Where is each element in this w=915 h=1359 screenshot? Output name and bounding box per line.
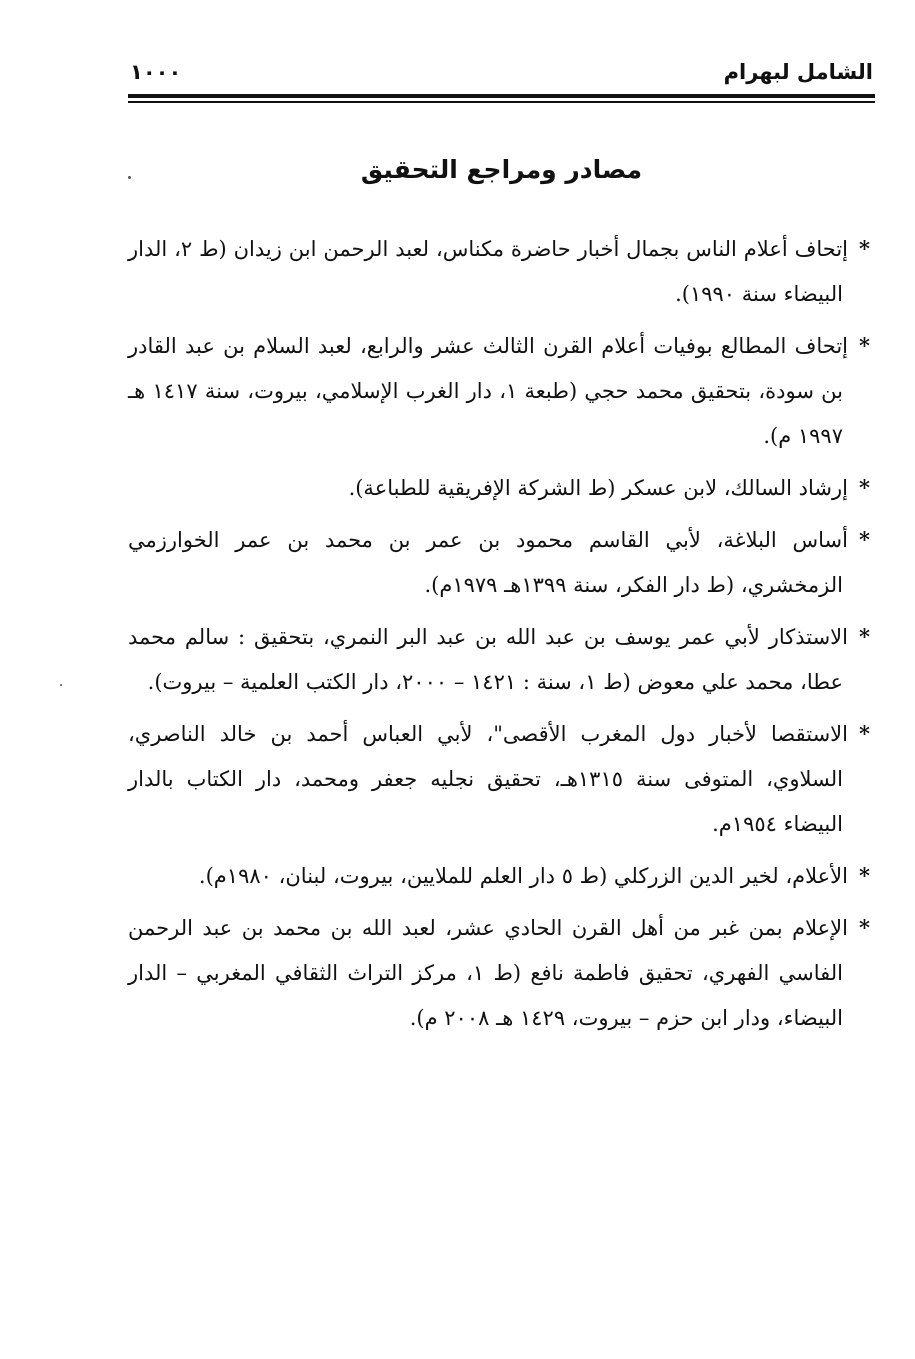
bullet-star-icon: * <box>859 475 870 500</box>
bibliography-entry-text: أساس البلاغة، لأبي القاسم محمود بن عمر بن محمد بن عمر الخوارزمي الزمخشري، (ط دار الفكر، سنة ١٣٩٩هـ ١٩٧٩م). <box>128 528 848 597</box>
bullet-star-icon: * <box>859 333 870 358</box>
page-number: ١٠٠٠ <box>130 60 182 84</box>
bibliography-entry <box>128 905 870 1041</box>
running-header-title: الشامل لبهرام <box>723 60 873 84</box>
bibliography-list <box>128 226 870 1047</box>
section-title: مصادر ومراجع التحقيق <box>360 155 643 184</box>
bibliography-entry-text: الاستقصا لأخبار دول المغرب الأقصى"، لأبي العباس أحمد بن خالد الناصري، السلاوي، المتوفى سنة ١٣١٥هـ، تحقيق نجليه جعفر ومحمد، دار الكتاب بالدار البيضاء ١٩٥٤م. <box>128 722 848 836</box>
bullet-star-icon: * <box>859 527 870 552</box>
bibliography-entry-text: الأعلام، لخير الدين الزركلي (ط ٥ دار العلم للملايين، بيروت، لبنان، ١٩٨٠م). <box>198 864 848 888</box>
bibliography-entry-text: إرشاد السالك، لابن عسكر (ط الشركة الإفريقية للطباعة). <box>348 476 848 500</box>
bullet-star-icon: * <box>859 915 870 940</box>
bibliography-entry <box>128 853 870 899</box>
scan-speck <box>128 176 131 179</box>
bibliography-entry <box>128 226 870 317</box>
bibliography-entry-text: إتحاف أعلام الناس بجمال أخبار حاضرة مكناس، لعبد الرحمن ابن زيدان (ط ٢، الدار البيضاء سنة ١٩٩٠). <box>128 237 848 306</box>
header-rule-thin <box>128 101 875 103</box>
bibliography-entry <box>128 323 870 459</box>
scan-speck <box>60 684 62 686</box>
bibliography-entry <box>128 465 870 511</box>
bibliography-entry <box>128 517 870 608</box>
header-rule-thick <box>128 94 875 98</box>
bibliography-entry-text: الاستذكار لأبي عمر يوسف بن عبد الله بن عبد البر النمري، بتحقيق : سالم محمد عطا، محمد علي معوض (ط ١، سنة : ١٤٢١ – ٢٠٠٠، دار الكتب العلمية – بيروت). <box>128 625 848 694</box>
bibliography-entry <box>128 711 870 847</box>
bullet-star-icon: * <box>859 721 870 746</box>
bullet-star-icon: * <box>859 624 870 649</box>
bibliography-entry-text: الإعلام بمن غبر من أهل القرن الحادي عشر، لعبد الله بن محمد بن عبد الرحمن الفاسي الفهري، تحقيق فاطمة نافع (ط ١، مركز التراث الثقافي المغربي – الدار البيضاء، ودار ابن حزم – بيروت، ١٤٢٩ هـ ٢٠٠٨ م). <box>128 916 848 1030</box>
bibliography-entry-text: إتحاف المطالع بوفيات أعلام القرن الثالث عشر والرابع، لعبد السلام بن عبد القادر بن سودة، بتحقيق محمد حجي (طبعة ١، دار الغرب الإسلامي، بيروت، سنة ١٤١٧ هـ ١٩٩٧ م). <box>128 334 848 448</box>
running-header <box>130 52 873 92</box>
bullet-star-icon: * <box>859 236 870 261</box>
bibliography-entry <box>128 614 870 705</box>
bullet-star-icon: * <box>859 863 870 888</box>
